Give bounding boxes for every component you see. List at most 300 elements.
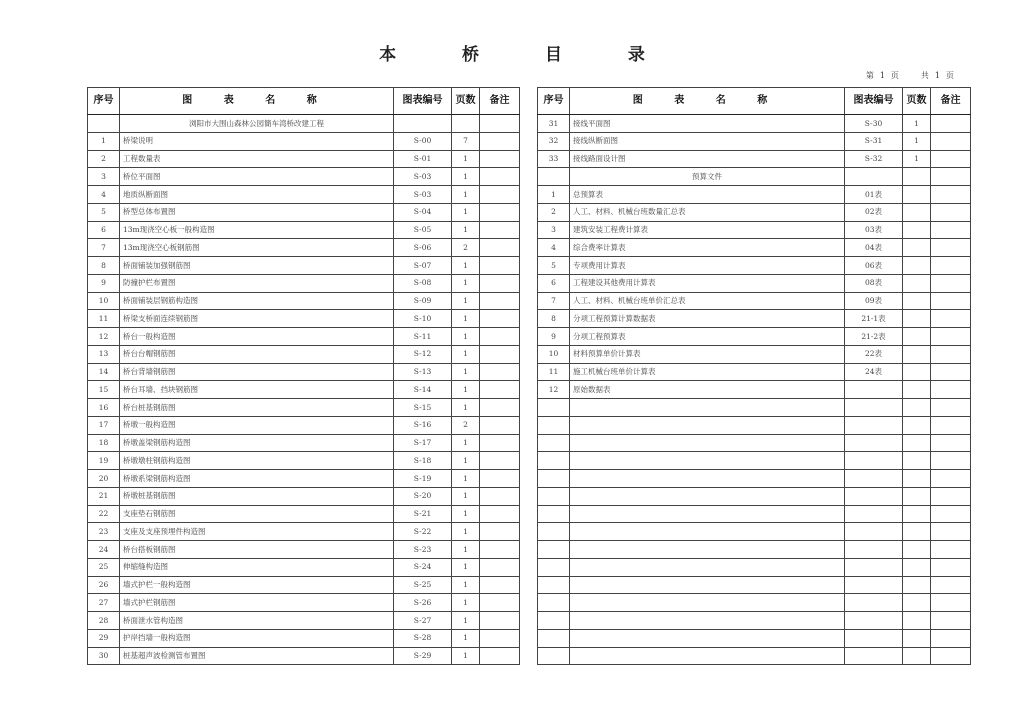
row-pages: 1 bbox=[452, 186, 480, 204]
blank-cell bbox=[570, 452, 845, 470]
row-note bbox=[480, 470, 520, 488]
row-pages: 1 bbox=[903, 132, 931, 150]
row-seq: 19 bbox=[88, 452, 120, 470]
table-row bbox=[538, 186, 971, 204]
row-note bbox=[480, 168, 520, 186]
row-pages: 1 bbox=[452, 363, 480, 381]
blank-cell bbox=[903, 541, 931, 559]
row-note bbox=[480, 523, 520, 541]
section-pages bbox=[903, 168, 931, 186]
row-name: 桥面泄水管构造图 bbox=[120, 612, 394, 630]
table-row bbox=[88, 132, 520, 150]
table-row bbox=[88, 381, 520, 399]
row-seq: 7 bbox=[538, 292, 570, 310]
row-seq: 4 bbox=[538, 239, 570, 257]
table-row bbox=[538, 363, 971, 381]
blank-cell bbox=[903, 629, 931, 647]
blank-cell bbox=[845, 434, 903, 452]
section-note bbox=[931, 168, 971, 186]
row-note bbox=[931, 203, 971, 221]
blank-cell bbox=[931, 470, 971, 488]
row-code: S-23 bbox=[394, 541, 452, 559]
row-note bbox=[480, 328, 520, 346]
index-table-left bbox=[87, 87, 520, 665]
row-seq: 1 bbox=[88, 132, 120, 150]
row-pages bbox=[903, 274, 931, 292]
row-name: 桥台背墙钢筋图 bbox=[120, 363, 394, 381]
row-note bbox=[931, 132, 971, 150]
row-code: S-26 bbox=[394, 594, 452, 612]
row-code: S-03 bbox=[394, 168, 452, 186]
row-code: S-28 bbox=[394, 629, 452, 647]
blank-cell bbox=[931, 434, 971, 452]
row-code: 22表 bbox=[845, 345, 903, 363]
row-code: 21-1表 bbox=[845, 310, 903, 328]
row-pages: 1 bbox=[452, 274, 480, 292]
blank-cell bbox=[903, 452, 931, 470]
row-seq: 29 bbox=[88, 629, 120, 647]
section-pages bbox=[452, 115, 480, 133]
table-row bbox=[538, 132, 971, 150]
blank-cell bbox=[903, 612, 931, 630]
row-code: S-12 bbox=[394, 345, 452, 363]
blank-cell bbox=[845, 487, 903, 505]
blank-cell bbox=[845, 416, 903, 434]
row-seq: 5 bbox=[88, 203, 120, 221]
row-name: 桥台耳墙、挡块钢筋图 bbox=[120, 381, 394, 399]
row-pages: 1 bbox=[452, 594, 480, 612]
row-seq: 17 bbox=[88, 416, 120, 434]
row-note bbox=[480, 541, 520, 559]
blank-cell bbox=[570, 399, 845, 417]
row-pages: 1 bbox=[452, 168, 480, 186]
row-name: 桥位平面图 bbox=[120, 168, 394, 186]
row-name: 接线平面图 bbox=[570, 115, 845, 133]
row-code: S-14 bbox=[394, 381, 452, 399]
blank-cell bbox=[538, 629, 570, 647]
row-name: 工程数量表 bbox=[120, 150, 394, 168]
blank-cell bbox=[538, 612, 570, 630]
row-seq: 4 bbox=[88, 186, 120, 204]
section-title: 浏阳市大围山森林公园簡车湾桥改建工程 bbox=[120, 115, 394, 133]
row-note bbox=[931, 221, 971, 239]
row-note bbox=[480, 381, 520, 399]
row-code: 24表 bbox=[845, 363, 903, 381]
row-name: 13m现浇空心板一般构造图 bbox=[120, 221, 394, 239]
table-row bbox=[538, 150, 971, 168]
table-row bbox=[538, 292, 971, 310]
table-row bbox=[88, 328, 520, 346]
blank-cell bbox=[931, 452, 971, 470]
row-pages: 1 bbox=[452, 505, 480, 523]
blank-cell bbox=[538, 434, 570, 452]
header-code: 图表编号 bbox=[845, 88, 903, 115]
table-row bbox=[88, 399, 520, 417]
blank-cell bbox=[538, 416, 570, 434]
blank-cell bbox=[931, 416, 971, 434]
blank-cell bbox=[845, 523, 903, 541]
row-note bbox=[480, 310, 520, 328]
row-name: 专项费用计算表 bbox=[570, 257, 845, 275]
blank-cell bbox=[903, 434, 931, 452]
blank-cell bbox=[903, 399, 931, 417]
row-name: 桥墩墩柱钢筋构造图 bbox=[120, 452, 394, 470]
row-code: S-16 bbox=[394, 416, 452, 434]
blank-cell bbox=[538, 470, 570, 488]
row-pages: 1 bbox=[903, 115, 931, 133]
page-prefix: 第 bbox=[865, 71, 874, 80]
blank-cell bbox=[570, 541, 845, 559]
row-seq: 13 bbox=[88, 345, 120, 363]
row-name: 护岸挡墙一般构造图 bbox=[120, 629, 394, 647]
section-note bbox=[480, 115, 520, 133]
row-note bbox=[480, 452, 520, 470]
blank-cell bbox=[845, 576, 903, 594]
row-code bbox=[845, 381, 903, 399]
blank-cell bbox=[903, 416, 931, 434]
row-seq: 8 bbox=[538, 310, 570, 328]
blank-row bbox=[538, 452, 971, 470]
blank-cell bbox=[931, 487, 971, 505]
row-note bbox=[480, 186, 520, 204]
blank-cell bbox=[538, 505, 570, 523]
blank-cell bbox=[570, 594, 845, 612]
section-row bbox=[538, 168, 971, 186]
blank-cell bbox=[570, 629, 845, 647]
row-name: 桥台桩基钢筋图 bbox=[120, 399, 394, 417]
row-seq: 7 bbox=[88, 239, 120, 257]
section-seq bbox=[88, 115, 120, 133]
table-row bbox=[88, 203, 520, 221]
table-row bbox=[538, 381, 971, 399]
section-code bbox=[394, 115, 452, 133]
blank-cell bbox=[538, 576, 570, 594]
table-row bbox=[538, 257, 971, 275]
blank-cell bbox=[931, 629, 971, 647]
blank-cell bbox=[931, 541, 971, 559]
row-code: S-18 bbox=[394, 452, 452, 470]
row-code: S-29 bbox=[394, 647, 452, 665]
row-seq: 32 bbox=[538, 132, 570, 150]
blank-cell bbox=[931, 647, 971, 665]
blank-cell bbox=[845, 612, 903, 630]
row-code: S-04 bbox=[394, 203, 452, 221]
row-note bbox=[931, 115, 971, 133]
table-row bbox=[88, 363, 520, 381]
page-title: 本 桥 目 录 bbox=[379, 45, 675, 65]
row-code: S-13 bbox=[394, 363, 452, 381]
row-note bbox=[480, 612, 520, 630]
row-code: S-24 bbox=[394, 558, 452, 576]
blank-cell bbox=[845, 505, 903, 523]
header-pages: 页数 bbox=[452, 88, 480, 115]
row-note bbox=[480, 576, 520, 594]
row-note bbox=[931, 363, 971, 381]
blank-cell bbox=[538, 399, 570, 417]
row-seq: 11 bbox=[538, 363, 570, 381]
table-row bbox=[88, 257, 520, 275]
row-name: 接线路面设计图 bbox=[570, 150, 845, 168]
blank-cell bbox=[903, 647, 931, 665]
row-pages bbox=[903, 345, 931, 363]
table-row bbox=[538, 203, 971, 221]
row-name: 墙式护栏钢筋图 bbox=[120, 594, 394, 612]
table-row bbox=[88, 612, 520, 630]
header-seq: 序号 bbox=[538, 88, 570, 115]
row-pages bbox=[903, 257, 931, 275]
row-code: 06表 bbox=[845, 257, 903, 275]
table-header-row bbox=[88, 88, 520, 115]
row-pages bbox=[903, 381, 931, 399]
row-pages: 1 bbox=[452, 434, 480, 452]
header-code: 图表编号 bbox=[394, 88, 452, 115]
row-seq: 3 bbox=[538, 221, 570, 239]
row-note bbox=[480, 363, 520, 381]
row-note bbox=[480, 434, 520, 452]
blank-cell bbox=[845, 558, 903, 576]
table-row bbox=[88, 345, 520, 363]
row-seq: 2 bbox=[538, 203, 570, 221]
table-row bbox=[88, 274, 520, 292]
blank-cell bbox=[570, 487, 845, 505]
blank-row bbox=[538, 576, 971, 594]
row-note bbox=[931, 239, 971, 257]
header-note: 备注 bbox=[931, 88, 971, 115]
page-suffix: 页 bbox=[890, 71, 899, 80]
row-name: 综合费率计算表 bbox=[570, 239, 845, 257]
blank-row bbox=[538, 399, 971, 417]
row-pages: 7 bbox=[452, 132, 480, 150]
row-seq: 6 bbox=[538, 274, 570, 292]
row-seq: 18 bbox=[88, 434, 120, 452]
row-pages: 1 bbox=[452, 647, 480, 665]
blank-row bbox=[538, 594, 971, 612]
blank-cell bbox=[931, 523, 971, 541]
table-row bbox=[88, 558, 520, 576]
row-code: 04表 bbox=[845, 239, 903, 257]
row-name: 桥墩系梁钢筋构造图 bbox=[120, 470, 394, 488]
row-pages: 1 bbox=[452, 381, 480, 399]
row-seq: 26 bbox=[88, 576, 120, 594]
row-name: 分项工程预算表 bbox=[570, 328, 845, 346]
row-name: 工程建设其他费用计算表 bbox=[570, 274, 845, 292]
row-name: 桥墩桩基钢筋图 bbox=[120, 487, 394, 505]
row-seq: 23 bbox=[88, 523, 120, 541]
table-row bbox=[88, 629, 520, 647]
blank-cell bbox=[538, 594, 570, 612]
row-note bbox=[480, 132, 520, 150]
row-pages: 1 bbox=[452, 470, 480, 488]
row-note bbox=[480, 292, 520, 310]
row-name: 13m现浇空心板钢筋图 bbox=[120, 239, 394, 257]
row-code: S-17 bbox=[394, 434, 452, 452]
row-pages: 2 bbox=[452, 416, 480, 434]
blank-cell bbox=[931, 594, 971, 612]
row-code: 01表 bbox=[845, 186, 903, 204]
header-name: 图 表 名 称 bbox=[570, 88, 845, 115]
row-pages: 2 bbox=[452, 239, 480, 257]
table-row bbox=[538, 221, 971, 239]
blank-row bbox=[538, 523, 971, 541]
total-pages: 1 bbox=[934, 71, 940, 80]
row-code: S-15 bbox=[394, 399, 452, 417]
row-pages: 1 bbox=[452, 257, 480, 275]
section-code bbox=[845, 168, 903, 186]
blank-cell bbox=[903, 558, 931, 576]
row-name: 支座及支座预埋件构造图 bbox=[120, 523, 394, 541]
header-note: 备注 bbox=[480, 88, 520, 115]
blank-cell bbox=[570, 576, 845, 594]
row-note bbox=[480, 629, 520, 647]
row-code: S-27 bbox=[394, 612, 452, 630]
row-seq: 21 bbox=[88, 487, 120, 505]
header-name: 图 表 名 称 bbox=[120, 88, 394, 115]
blank-cell bbox=[903, 576, 931, 594]
blank-cell bbox=[845, 452, 903, 470]
table-row bbox=[88, 416, 520, 434]
blank-cell bbox=[570, 470, 845, 488]
blank-cell bbox=[570, 612, 845, 630]
row-code: S-11 bbox=[394, 328, 452, 346]
blank-cell bbox=[570, 647, 845, 665]
row-note bbox=[480, 257, 520, 275]
row-pages: 1 bbox=[452, 541, 480, 559]
blank-row bbox=[538, 434, 971, 452]
table-row bbox=[88, 292, 520, 310]
row-seq: 2 bbox=[88, 150, 120, 168]
index-table-right bbox=[537, 87, 971, 665]
row-code: S-07 bbox=[394, 257, 452, 275]
row-code: S-08 bbox=[394, 274, 452, 292]
row-seq: 10 bbox=[88, 292, 120, 310]
total-prefix: 共 bbox=[920, 71, 929, 80]
blank-cell bbox=[931, 612, 971, 630]
row-seq: 31 bbox=[538, 115, 570, 133]
row-code: S-00 bbox=[394, 132, 452, 150]
header-seq: 序号 bbox=[88, 88, 120, 115]
row-pages bbox=[903, 310, 931, 328]
table-row bbox=[88, 168, 520, 186]
row-seq: 27 bbox=[88, 594, 120, 612]
row-code: S-05 bbox=[394, 221, 452, 239]
table-row bbox=[88, 150, 520, 168]
blank-cell bbox=[931, 576, 971, 594]
blank-cell bbox=[570, 558, 845, 576]
blank-cell bbox=[538, 647, 570, 665]
row-note bbox=[480, 487, 520, 505]
row-note bbox=[931, 328, 971, 346]
blank-cell bbox=[845, 647, 903, 665]
row-note bbox=[931, 150, 971, 168]
row-code: 09表 bbox=[845, 292, 903, 310]
row-seq: 3 bbox=[88, 168, 120, 186]
row-seq: 20 bbox=[88, 470, 120, 488]
row-code: S-22 bbox=[394, 523, 452, 541]
row-pages: 1 bbox=[452, 487, 480, 505]
blank-cell bbox=[845, 541, 903, 559]
blank-row bbox=[538, 558, 971, 576]
row-code: 08表 bbox=[845, 274, 903, 292]
table-header-row bbox=[538, 88, 971, 115]
row-note bbox=[931, 274, 971, 292]
row-code: S-30 bbox=[845, 115, 903, 133]
blank-cell bbox=[538, 487, 570, 505]
blank-cell bbox=[538, 541, 570, 559]
row-pages bbox=[903, 292, 931, 310]
blank-cell bbox=[570, 505, 845, 523]
row-seq: 28 bbox=[88, 612, 120, 630]
table-row bbox=[538, 274, 971, 292]
row-seq: 15 bbox=[88, 381, 120, 399]
row-note bbox=[931, 381, 971, 399]
row-name: 桥台搭板钢筋图 bbox=[120, 541, 394, 559]
row-seq: 5 bbox=[538, 257, 570, 275]
row-seq: 14 bbox=[88, 363, 120, 381]
row-seq: 22 bbox=[88, 505, 120, 523]
header-pages: 页数 bbox=[903, 88, 931, 115]
blank-cell bbox=[570, 434, 845, 452]
table-row bbox=[538, 310, 971, 328]
row-code: S-31 bbox=[845, 132, 903, 150]
row-pages: 1 bbox=[452, 576, 480, 594]
blank-cell bbox=[903, 487, 931, 505]
row-seq: 1 bbox=[538, 186, 570, 204]
blank-row bbox=[538, 612, 971, 630]
row-name: 桥型总体布置图 bbox=[120, 203, 394, 221]
blank-row bbox=[538, 541, 971, 559]
row-name: 桥墩盖梁钢筋构造图 bbox=[120, 434, 394, 452]
blank-cell bbox=[570, 416, 845, 434]
blank-cell bbox=[931, 505, 971, 523]
row-seq: 8 bbox=[88, 257, 120, 275]
row-name: 材料预算单价计算表 bbox=[570, 345, 845, 363]
row-note bbox=[480, 150, 520, 168]
row-name: 桥面铺装层钢筋构造图 bbox=[120, 292, 394, 310]
section-title: 预算文件 bbox=[570, 168, 845, 186]
row-seq: 16 bbox=[88, 399, 120, 417]
row-pages: 1 bbox=[452, 345, 480, 363]
table-row bbox=[88, 487, 520, 505]
row-pages bbox=[903, 221, 931, 239]
row-name: 建筑安装工程费计算表 bbox=[570, 221, 845, 239]
row-pages bbox=[903, 186, 931, 204]
row-name: 接线纵断面图 bbox=[570, 132, 845, 150]
row-seq: 33 bbox=[538, 150, 570, 168]
row-seq: 6 bbox=[88, 221, 120, 239]
total-suffix: 页 bbox=[946, 71, 954, 80]
table-row bbox=[88, 310, 520, 328]
row-pages: 1 bbox=[452, 292, 480, 310]
blank-cell bbox=[845, 470, 903, 488]
row-name: 桥台台帽钢筋图 bbox=[120, 345, 394, 363]
row-note bbox=[931, 292, 971, 310]
row-code: 03表 bbox=[845, 221, 903, 239]
row-code: S-10 bbox=[394, 310, 452, 328]
table-row bbox=[538, 115, 971, 133]
row-seq: 12 bbox=[538, 381, 570, 399]
row-code: S-25 bbox=[394, 576, 452, 594]
row-seq: 10 bbox=[538, 345, 570, 363]
row-code: S-06 bbox=[394, 239, 452, 257]
row-pages: 1 bbox=[903, 150, 931, 168]
row-code: S-21 bbox=[394, 505, 452, 523]
blank-cell bbox=[931, 558, 971, 576]
row-pages: 1 bbox=[452, 523, 480, 541]
page-number-info bbox=[860, 70, 954, 81]
table-row bbox=[88, 470, 520, 488]
blank-cell bbox=[903, 594, 931, 612]
row-name: 总预算表 bbox=[570, 186, 845, 204]
